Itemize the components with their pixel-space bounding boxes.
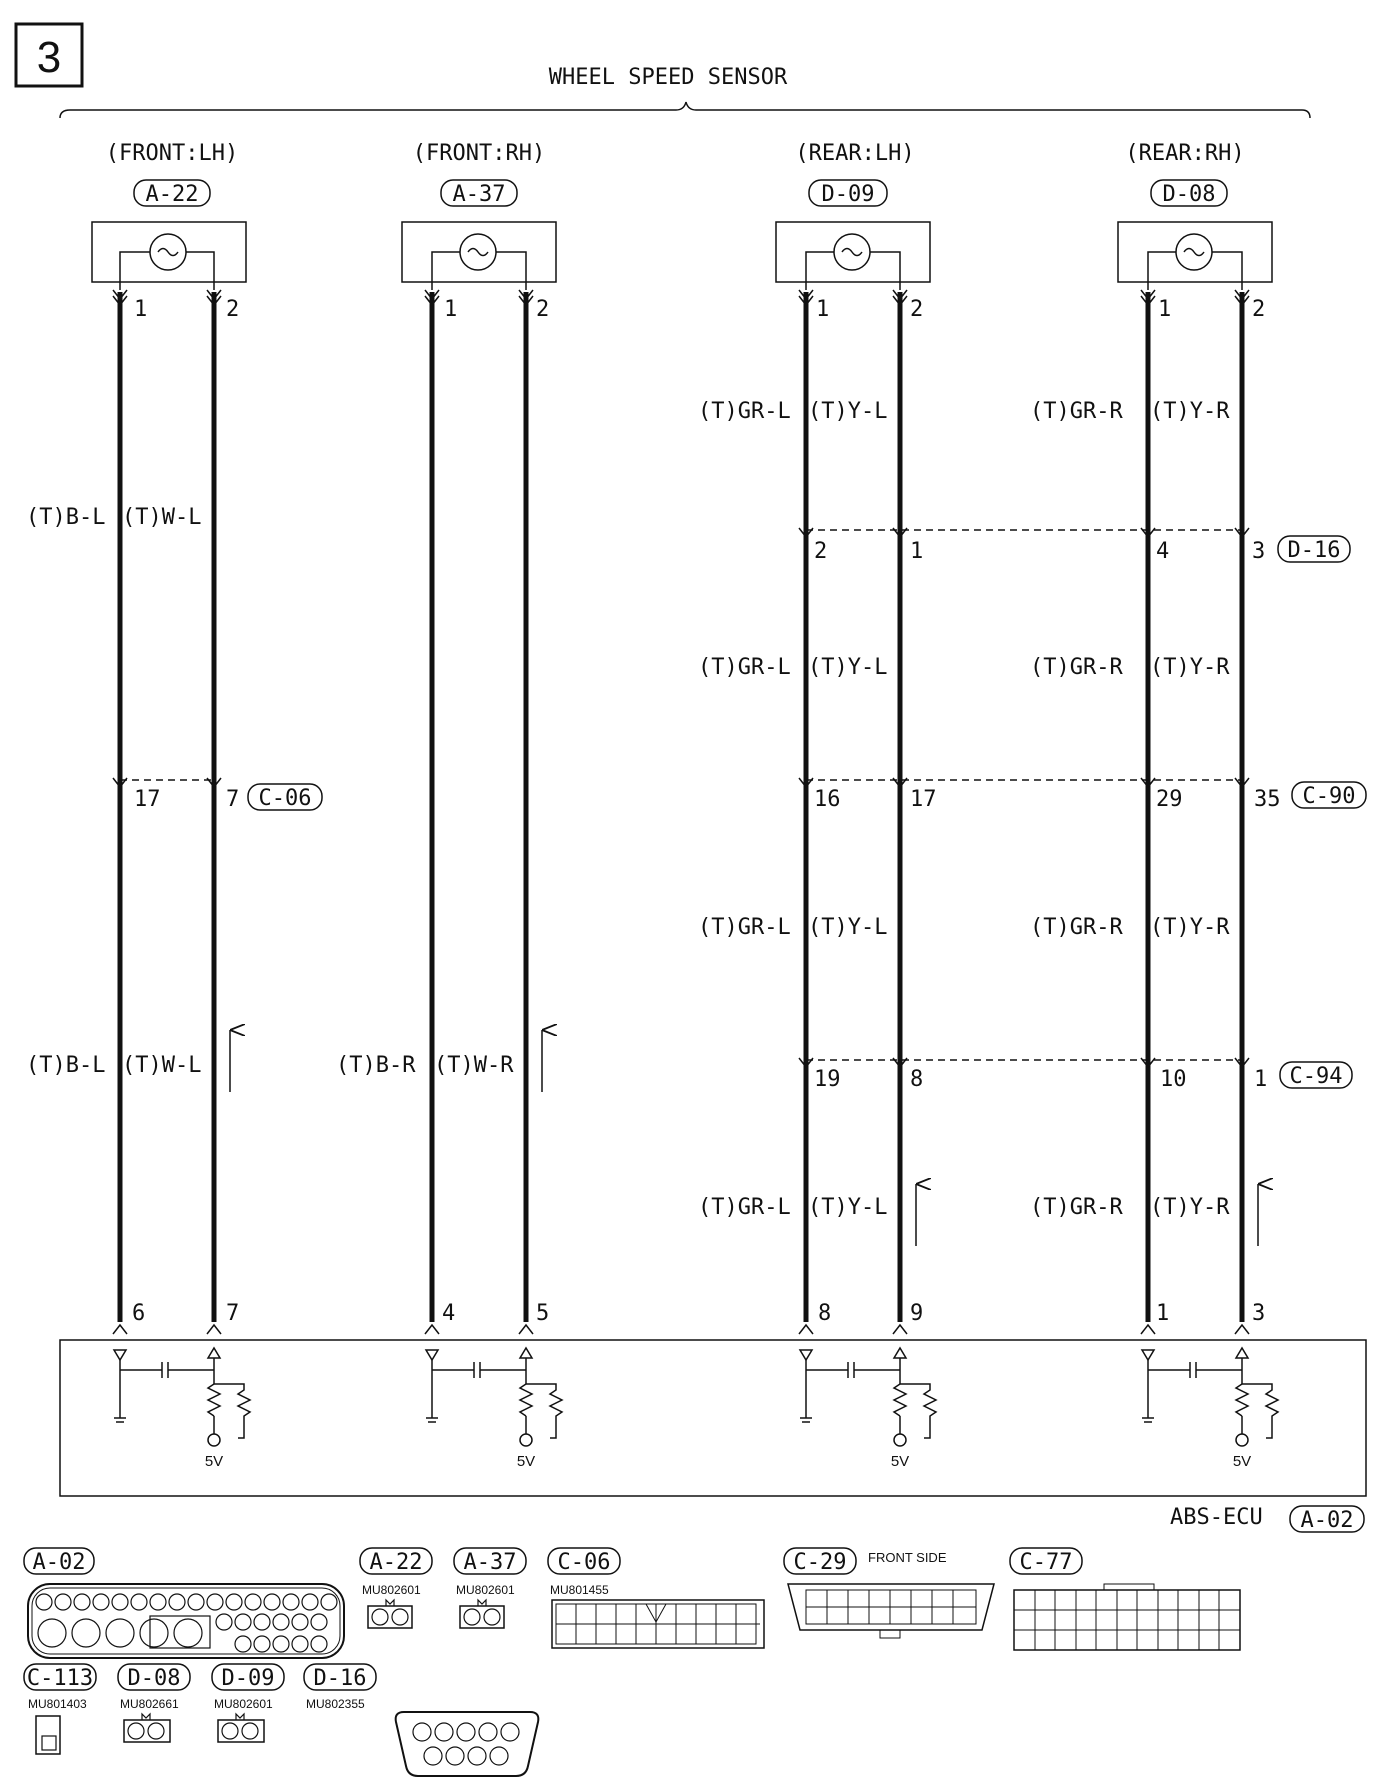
connector-view-c77 (1010, 1548, 1240, 1650)
connector-part-number: MU802601 (214, 1697, 273, 1711)
connector-part-number: MU801455 (550, 1583, 609, 1597)
diagram-title: WHEEL SPEED SENSOR (548, 65, 788, 90)
junction-d16 (799, 528, 1350, 564)
wire-label: (T)Y-R (1150, 915, 1230, 940)
pin-number: 2 (536, 297, 550, 322)
wire-label: (T)GR-R (1030, 1195, 1123, 1220)
pin-number: 2 (814, 539, 828, 564)
wire-label: (T)GR-R (1030, 655, 1123, 680)
sensor-connector-id: A-22 (145, 182, 199, 207)
connector-view-id: D-16 (313, 1666, 367, 1691)
voltage-label: 5V (890, 1453, 910, 1470)
junction-c94 (799, 1058, 1352, 1092)
ecu-input-circuit (800, 1348, 936, 1470)
connector-side-label: FRONT SIDE (868, 1550, 947, 1565)
sensor-box-front-rh (402, 222, 556, 290)
connector-view-d08 (118, 1664, 190, 1742)
wire-label: (T)Y-L (808, 1195, 888, 1220)
ecu-connector-id: A-02 (1300, 1508, 1354, 1533)
junction-connector-id: D-16 (1287, 538, 1341, 563)
wire-label: (T)W-L (122, 1053, 202, 1078)
pin-number: 1 (1158, 297, 1172, 322)
wire-label: (T)GR-R (1030, 399, 1123, 424)
ecu-input-circuit (114, 1348, 250, 1470)
connector-part-number: MU802601 (456, 1583, 515, 1597)
ecu-name: ABS-ECU (1170, 1505, 1263, 1530)
page-number: 3 (36, 33, 62, 82)
title-brace (60, 102, 1310, 118)
pin-number: 2 (1252, 297, 1266, 322)
pin-number: 5 (536, 1301, 550, 1326)
wire-label: (T)Y-L (808, 915, 888, 940)
connector-view-c29 (784, 1548, 994, 1638)
voltage-label: 5V (516, 1453, 536, 1470)
ecu-input-circuit (1142, 1348, 1278, 1470)
pin-number: 1 (444, 297, 458, 322)
connector-view-id: C-06 (557, 1550, 611, 1575)
connector-view-id: C-77 (1019, 1550, 1073, 1575)
voltage-label: 5V (204, 1453, 224, 1470)
sensor-rear-rh (1125, 141, 1244, 207)
connector-view-id: D-08 (127, 1666, 181, 1691)
pin-number: 8 (910, 1067, 924, 1092)
pin-number: 9 (910, 1301, 924, 1326)
junction-connector-id: C-06 (258, 786, 312, 811)
sensor-position: (FRONT:RH) (412, 141, 546, 166)
wire-label: (T)GR-L (698, 655, 791, 680)
pin-number: 35 (1254, 787, 1281, 812)
wire-label: (T)Y-R (1150, 655, 1230, 680)
sensor-position: (FRONT:LH) (105, 141, 239, 166)
pin-number: 2 (226, 297, 240, 322)
pin-number: 29 (1156, 787, 1183, 812)
wire-label: (T)GR-R (1030, 915, 1123, 940)
pin-number: 19 (814, 1067, 841, 1092)
pin-number: 3 (1252, 539, 1266, 564)
connector-view-id: A-37 (463, 1550, 517, 1575)
wire-label: (T)GR-L (698, 1195, 791, 1220)
wire-label: (T)B-R (336, 1053, 416, 1078)
sensor-connector-id: A-37 (452, 182, 506, 207)
sensor-position: (REAR:LH) (795, 141, 915, 166)
junction-connector-id: C-94 (1289, 1064, 1343, 1089)
pin-number: 1 (1156, 1301, 1170, 1326)
sensor-box-front-lh (92, 222, 246, 290)
connector-part-number: MU801403 (28, 1697, 87, 1711)
wire-label: (T)B-L (26, 1053, 106, 1078)
wire-label: (T)W-L (122, 505, 202, 530)
pin-number: 7 (226, 787, 240, 812)
connector-view-a02 (24, 1548, 344, 1658)
pin-chevrons-top (113, 290, 1249, 305)
ecu-input-circuit (426, 1348, 562, 1470)
connector-view-id: C-113 (26, 1666, 94, 1691)
connector-view-a37 (454, 1548, 526, 1628)
pin-number: 10 (1160, 1067, 1187, 1092)
sensor-connector-id: D-09 (821, 182, 875, 207)
pin-number: 7 (226, 1301, 240, 1326)
connector-view-a22 (360, 1548, 432, 1628)
pin-chevrons-ecu (113, 1325, 1249, 1334)
sensor-box-rear-rh (1118, 222, 1272, 290)
wire-label: (T)W-R (434, 1053, 514, 1078)
junction-c90 (799, 778, 1366, 812)
sensor-box-rear-lh (776, 222, 930, 290)
connector-view-id: A-22 (369, 1550, 423, 1575)
wire-label: (T)Y-R (1150, 1195, 1230, 1220)
connector-view-id: C-29 (793, 1550, 847, 1575)
pin-number: 2 (910, 297, 924, 322)
sensor-connector-id: D-08 (1162, 182, 1216, 207)
connector-part-number: MU802661 (120, 1697, 179, 1711)
connector-view-d16 (304, 1664, 538, 1776)
voltage-label: 5V (1232, 1453, 1252, 1470)
connector-view-id: D-09 (221, 1666, 275, 1691)
sensor-position: (REAR:RH) (1125, 141, 1245, 166)
ecu-box (60, 1340, 1366, 1496)
connector-view-c06 (548, 1548, 764, 1648)
pin-number: 4 (1156, 539, 1170, 564)
pin-number: 16 (814, 787, 841, 812)
pin-number: 1 (816, 297, 830, 322)
connector-part-number: MU802355 (306, 1697, 365, 1711)
wire-label: (T)B-L (26, 505, 106, 530)
connector-view-c113 (24, 1664, 96, 1754)
connector-part-number: MU802601 (362, 1583, 421, 1597)
pin-number: 1 (910, 539, 924, 564)
connector-view-id: A-02 (32, 1550, 86, 1575)
connector-view-d09 (212, 1664, 284, 1742)
pin-number: 4 (442, 1301, 456, 1326)
junction-c06 (113, 778, 322, 812)
junction-connector-id: C-90 (1302, 784, 1356, 809)
sensor-front-rh (413, 141, 545, 207)
pin-number: 8 (818, 1301, 832, 1326)
wire-label: (T)Y-L (808, 399, 888, 424)
pin-number: 6 (132, 1301, 146, 1326)
pin-number: 3 (1252, 1301, 1266, 1326)
wire-label: (T)Y-L (808, 655, 888, 680)
wire-label: (T)GR-L (698, 399, 791, 424)
pin-number: 1 (134, 297, 148, 322)
sensor-front-lh (106, 141, 238, 207)
pin-number: 17 (910, 787, 937, 812)
wire-label: (T)Y-R (1150, 399, 1230, 424)
pin-number: 17 (134, 787, 161, 812)
pin-number: 1 (1254, 1067, 1268, 1092)
sensor-rear-lh (795, 141, 914, 207)
wire-label: (T)GR-L (698, 915, 791, 940)
